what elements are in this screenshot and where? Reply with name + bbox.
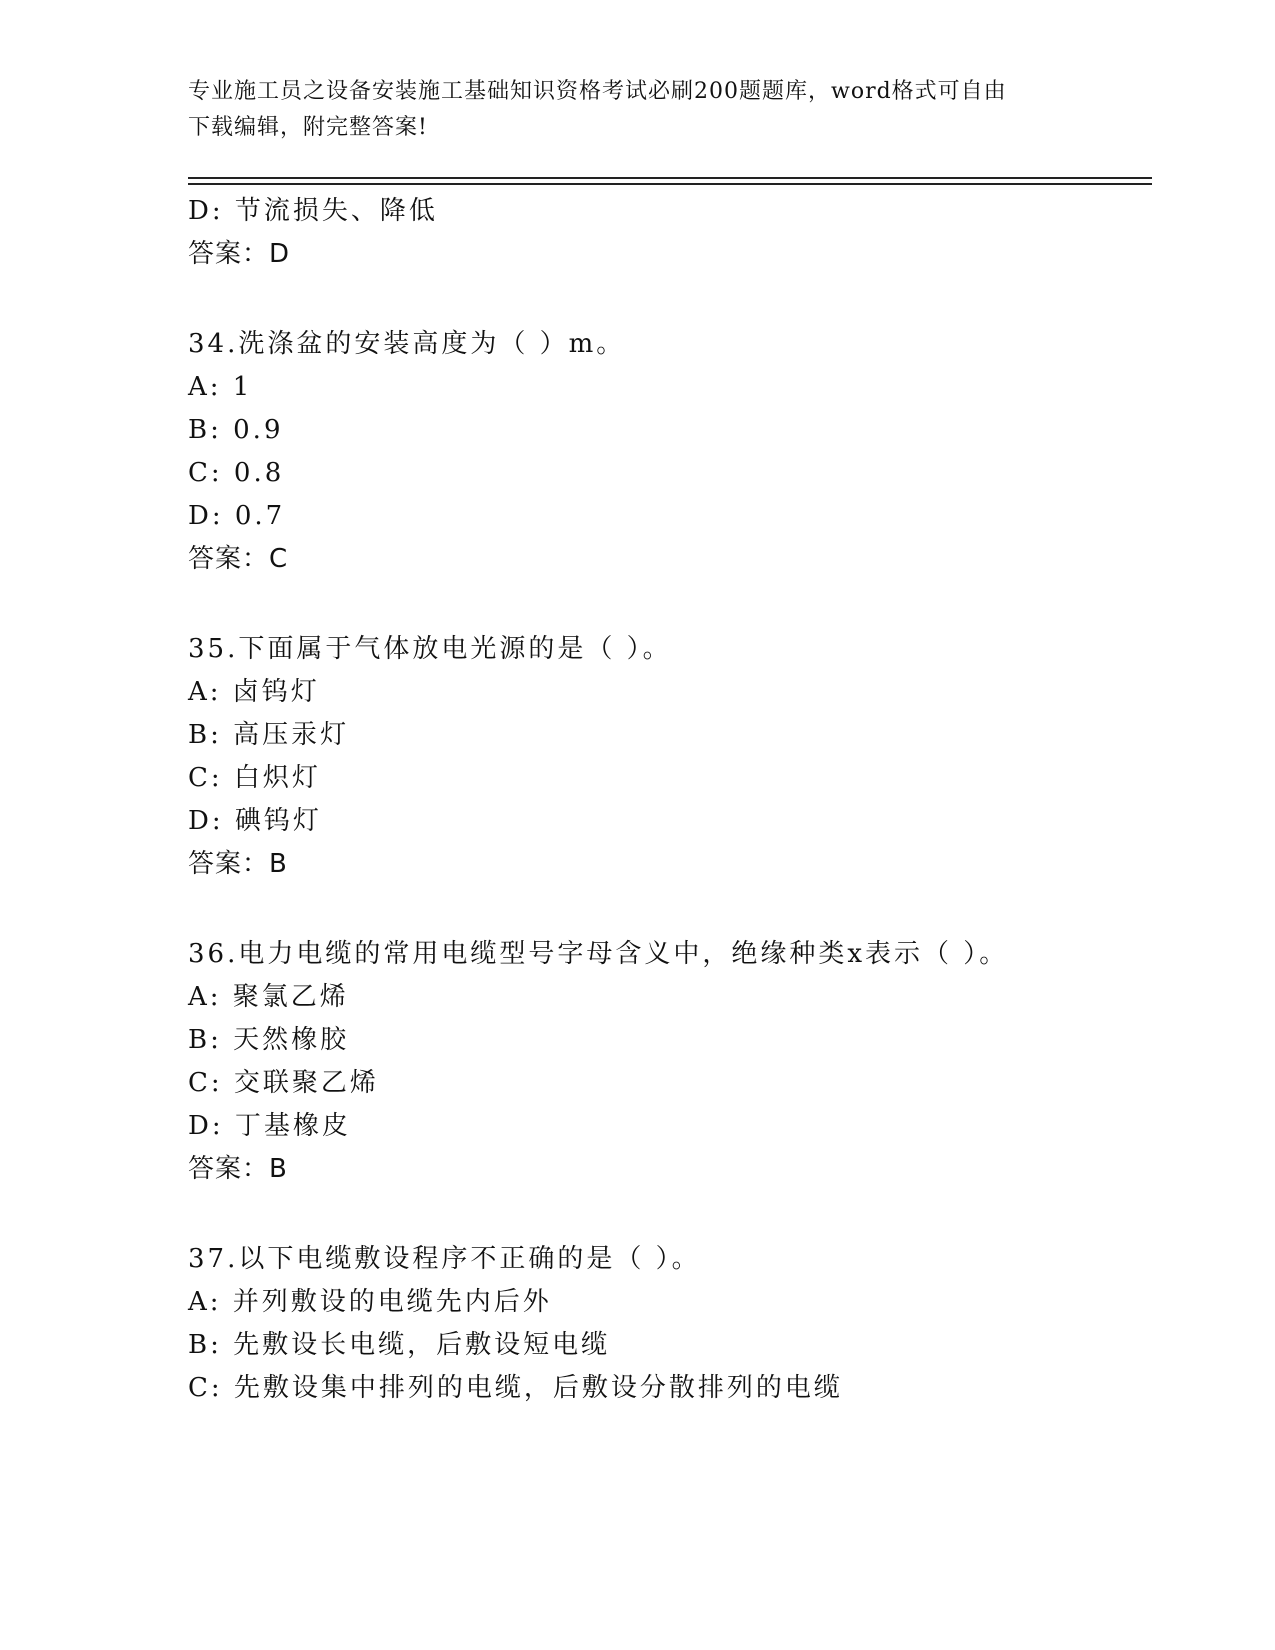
- question-37-stem: 37.以下电缆敷设程序不正确的是（ ）。: [188, 1244, 701, 1274]
- question-36-option-d: D: 丁基橡皮: [188, 1111, 351, 1141]
- prev-answer: 答案：D: [188, 239, 291, 269]
- question-35-option-b: B: 高压汞灯: [188, 720, 350, 750]
- header-line-1: 专业施工员之设备安装施工基础知识资格考试必刷200题题库，word格式可自由: [188, 79, 1007, 104]
- question-34-answer: 答案：C: [188, 544, 289, 574]
- header-divider-bottom: [188, 183, 1152, 185]
- question-34-option-d: D: 0.7: [188, 501, 286, 531]
- header-divider-top: [188, 177, 1152, 179]
- question-37-option-b: B: 先敷设长电缆，后敷设短电缆: [188, 1330, 611, 1360]
- question-36-answer: 答案：B: [188, 1154, 288, 1184]
- header-line-2: 下载编辑，附完整答案!: [188, 115, 428, 140]
- question-34-option-c: C: 0.8: [188, 458, 285, 488]
- question-35-option-d: D: 碘钨灯: [188, 806, 322, 836]
- question-34-option-a: A: 1: [188, 372, 253, 402]
- question-37-option-a: A: 并列敷设的电缆先内后外: [188, 1287, 552, 1317]
- question-36-stem: 36.电力电缆的常用电缆型号字母含义中，绝缘种类x表示（ ）。: [188, 939, 1009, 969]
- question-35-option-a: A: 卤钨灯: [188, 677, 320, 707]
- question-35-option-c: C: 白炽灯: [188, 763, 321, 793]
- question-34-stem: 34.洗涤盆的安装高度为（ ）m。: [188, 329, 626, 359]
- document-header: [188, 74, 1088, 146]
- question-37-option-c: C: 先敷设集中排列的电缆，后敷设分散排列的电缆: [188, 1373, 843, 1403]
- question-35-stem: 35.下面属于气体放电光源的是（ ）。: [188, 634, 672, 664]
- question-34-option-b: B: 0.9: [188, 415, 284, 445]
- prev-option-d: D: 节流损失、降低: [188, 196, 438, 226]
- question-36-option-c: C: 交联聚乙烯: [188, 1068, 379, 1098]
- question-36-option-b: B: 天然橡胶: [188, 1025, 350, 1055]
- question-36-option-a: A: 聚氯乙烯: [188, 982, 349, 1012]
- question-35-answer: 答案：B: [188, 849, 288, 879]
